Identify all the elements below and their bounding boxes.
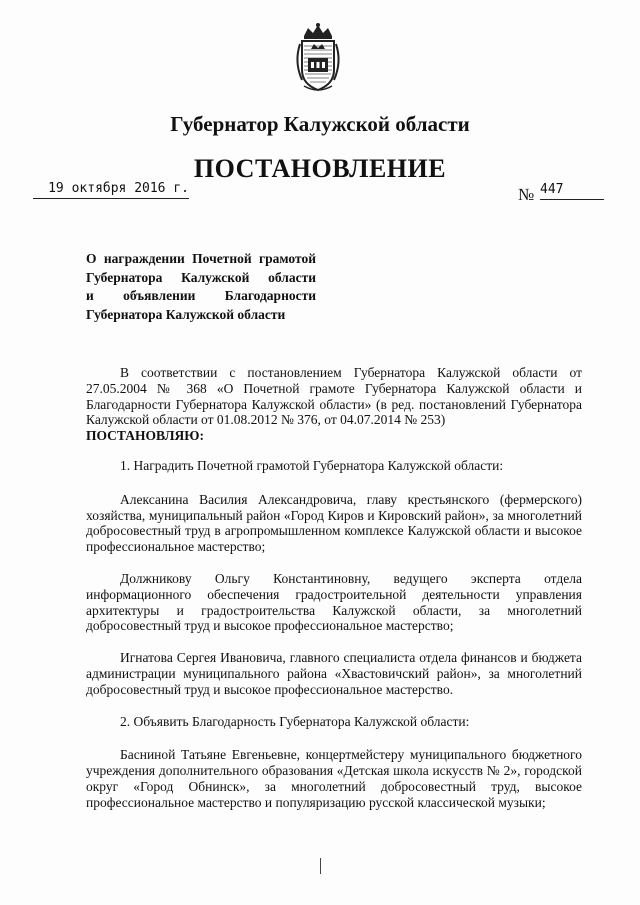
document-date: 19 октября 2016 г. [33, 181, 189, 199]
kaluga-coat-of-arms-icon [290, 22, 346, 94]
awardee-paragraph: Алексанина Василия Александровича, главу крестьянского (фермерского) хозяйства, муниципальный район «Город Киров и Кировский район», за многолетний добросовестный труд в агропромышленном комплексе Калужской области и высокое профессиональное мастерство; [86, 491, 582, 555]
subject-line: и объявлении Благодарности [86, 288, 316, 303]
document-number [518, 182, 608, 206]
page-center-mark [320, 858, 321, 874]
document-subject [86, 250, 316, 324]
awardee-paragraph: Должникову Ольгу Константиновну, ведущего эксперта отдела информационного обеспечения градостроительной деятельности управления архитектуры и градостроительства Калужской области, за многолетний добросовестный труд и высокое профессиональное мастерство; [86, 570, 582, 634]
subject-line: Губернатора Калужской области [86, 306, 286, 322]
preamble: В соответствии с постановлением Губернатора Калужской области от 27.05.2004 № 368 «О Почетной грамоте Губернатора Калужской области и Благодарности Губернатора Калужской области» (в ред. постановлений Губернатора Калужской области от 01.08.2012 № 376, от 04.07.2014 № 253) [86, 365, 582, 428]
document-type-title: ПОСТАНОВЛЕНИЕ [193, 154, 447, 183]
awardee-paragraph: Басниной Татьяне Евгеньевне, концертмейстеру муниципального бюджетного учреждения дополнительного образования «Детская школа искусств № 2», городской округ «Город Обнинск», за многолетний добросовестный труд, высокое профессиональное мастерство и популяризацию русской классической музыки; [86, 747, 582, 810]
subject-line: Губернатора Калужской области [86, 269, 316, 285]
number-sign: № [518, 185, 535, 204]
subject-line: О награждении Почетной грамотой [86, 251, 316, 266]
number-value: 447 [540, 182, 604, 200]
item-1-heading: 1. Наградить Почетной грамотой Губернатора Калужской области: [120, 457, 504, 473]
issuing-authority: Губернатор Калужской области [170, 112, 470, 136]
document-body [86, 365, 582, 827]
item-2-heading: 2. Объявить Благодарность Губернатора Калужской области: [120, 713, 470, 729]
awardee-paragraph: Игнатова Сергея Ивановича, главного специалиста отдела финансов и бюджета администрации муниципального района «Хвастовичский район», за многолетний добросовестный труд и высокое профессиональное мастерство. [86, 650, 582, 697]
decree-word: ПОСТАНОВЛЯЮ: [86, 428, 204, 444]
